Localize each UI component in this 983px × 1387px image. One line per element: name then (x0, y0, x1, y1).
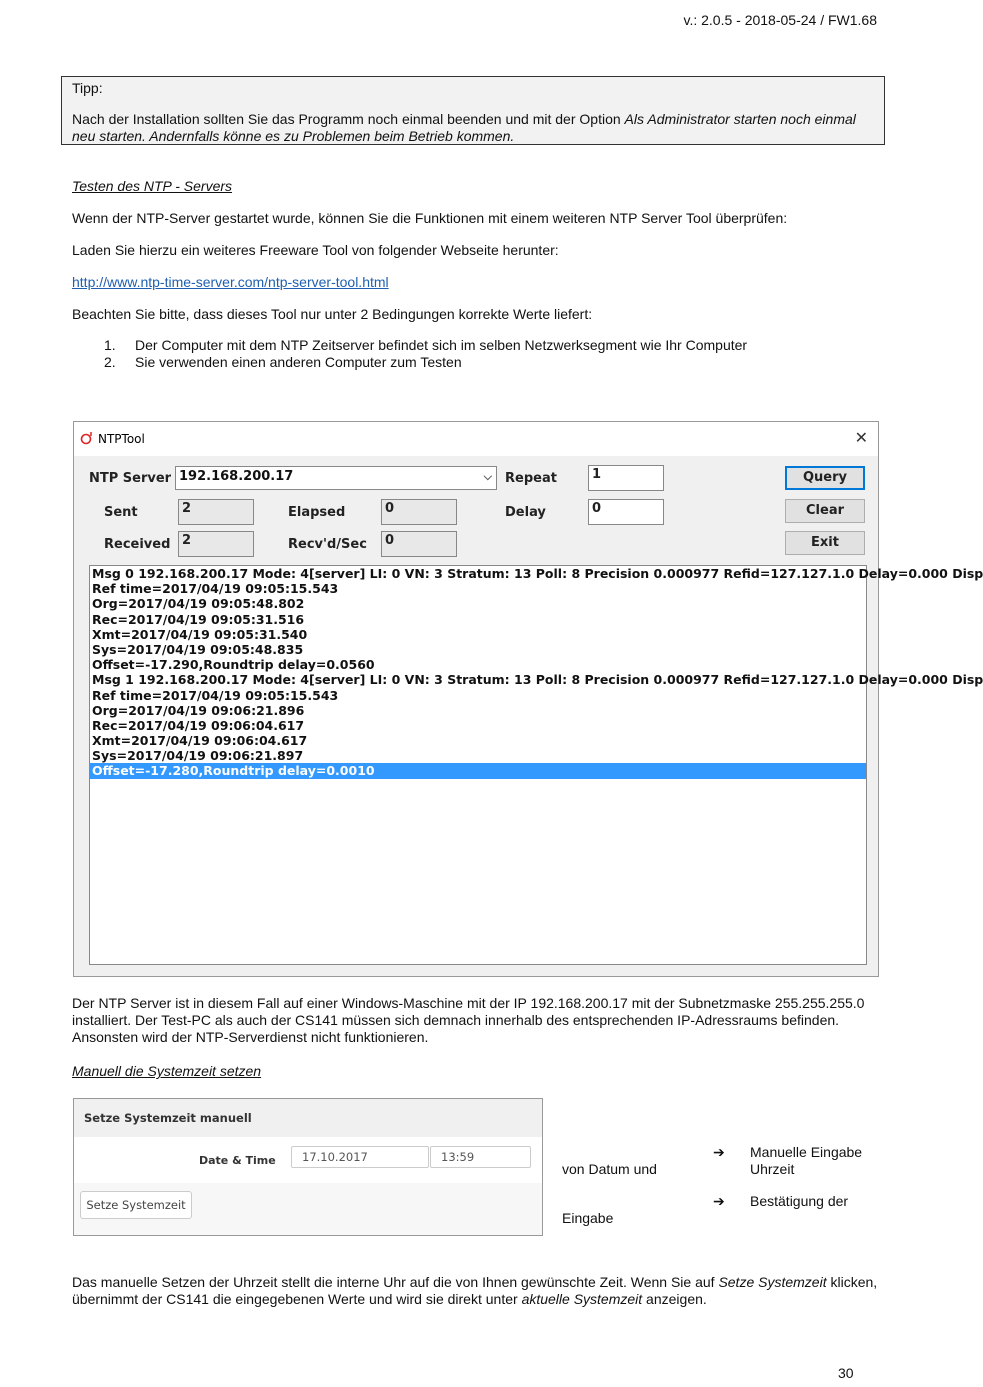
section-heading-manual: Manuell die Systemzeit setzen (72, 1063, 262, 1079)
panel-header (74, 1099, 542, 1137)
paragraph-ntp-intro: Wenn der NTP-Server gestartet wurde, können Sie die Funktionen mit einem weiteren NTP Server Tool überprüfen: (72, 210, 788, 226)
log-line[interactable]: Xmt=2017/04/19 09:06:04.617 (92, 733, 308, 749)
page-number: 30 (838, 1365, 854, 1381)
text-italic: Setze Systemzeit (718, 1274, 827, 1290)
text-span: Das manuelle Setzen der Uhrzeit stellt die interne Uhr auf die von Ihnen gewünschte Zeit. Wenn Sie auf (72, 1274, 719, 1290)
log-line[interactable]: Rec=2017/04/19 09:06:04.617 (92, 717, 305, 733)
log-line[interactable]: Org=2017/04/19 09:05:48.802 (92, 596, 305, 612)
arrow-right-icon: ➔ (713, 1193, 725, 1209)
query-button[interactable]: Query (785, 466, 865, 490)
label-recvd-sec: Recv'd/Sec (288, 537, 367, 552)
list-number: 1. (104, 337, 116, 353)
paragraph-download: Laden Sie hierzu ein weiteres Freeware Tool von folgender Webseite herunter: (72, 242, 559, 258)
ntp-server-select[interactable] (175, 466, 497, 490)
log-line[interactable]: Offset=-17.280,Roundtrip delay=0.0010 (90, 763, 866, 778)
paragraph-manual-info (72, 1274, 882, 1308)
tip-title: Tipp: (72, 80, 103, 96)
list-text: Der Computer mit dem NTP Zeitserver befindet sich im selben Netzwerksegment wie Ihr Computer (135, 337, 748, 353)
side-col-text-1: von Datum und (562, 1161, 657, 1177)
delay-input[interactable]: 0 (588, 499, 664, 525)
list-text: Sie verwenden einen anderen Computer zum Testen (135, 354, 462, 370)
paragraph-conditions: Beachten Sie bitte, dass dieses Tool nur unter 2 Bedingungen korrekte Werte liefert: (72, 306, 593, 322)
side-col-text-2: Eingabe (562, 1210, 614, 1226)
list-item (104, 354, 747, 371)
chevron-down-icon: ⌵ (483, 470, 492, 483)
label-sent: Sent (104, 505, 138, 520)
ntp-server-value: 192.168.200.17 (179, 469, 294, 484)
paragraph-server-info: Der NTP Server ist in diesem Fall auf einer Windows-Maschine mit der IP 192.168.200.17 mit der Subnetzmaske 255.255.255.0 installiert. Der Test-PC als auch der CS141 müssen sich demnach innerhalb des entsprechenden IP-Adressraums befinden. Ansonsten wird der NTP-Serverdienst nicht funktionieren. (72, 995, 865, 1045)
time-input[interactable]: 13:59 (430, 1146, 531, 1168)
date-time-label: Date & Time (199, 1154, 276, 1167)
recvd-sec-field: 0 (381, 531, 457, 557)
elapsed-field: 0 (381, 499, 457, 525)
label-received: Received (104, 537, 171, 552)
version-header: v.: 2.0.5 - 2018-05-24 / FW1.68 (683, 12, 877, 28)
side-item-1: Manuelle Eingabe Uhrzeit (750, 1144, 863, 1177)
ntptool-app-icon (80, 431, 94, 445)
label-delay: Delay (505, 505, 546, 520)
log-line[interactable]: Rec=2017/04/19 09:05:31.516 (92, 611, 305, 627)
log-line[interactable]: Sys=2017/04/19 09:06:21.897 (92, 748, 304, 764)
conditions-list (104, 337, 747, 371)
ntptool-title: NTPTool (98, 432, 145, 446)
date-input[interactable]: 17.10.2017 (291, 1146, 429, 1168)
exit-button[interactable]: Exit (785, 531, 865, 555)
log-line[interactable]: Org=2017/04/19 09:06:21.896 (92, 702, 305, 718)
ntptool-titlebar (74, 422, 878, 456)
set-systime-button[interactable]: Setze Systemzeit (80, 1191, 192, 1219)
list-number: 2. (104, 354, 116, 370)
text-span: klicken, übernimmt der CS141 die eingegebenen Werte und wird sie direkt unter (72, 1274, 878, 1307)
clear-button[interactable]: Clear (785, 499, 865, 523)
set-systime-panel (73, 1098, 543, 1236)
log-line[interactable]: Offset=-17.290,Roundtrip delay=0.0560 (92, 657, 375, 673)
tip-text (72, 111, 872, 145)
text-italic: aktuelle Systemzeit (521, 1291, 643, 1307)
tip-text-italic: Als Administrator starten noch einmal neu starten. Andernfalls könne es zu Problemen beim Betrieb kommen. (72, 111, 856, 144)
received-field: 2 (178, 531, 254, 557)
log-line[interactable]: Xmt=2017/04/19 09:05:31.540 (92, 626, 308, 642)
list-item (104, 337, 747, 354)
ntp-log-list[interactable] (89, 565, 983, 965)
tip-text-plain: Nach der Installation sollten Sie das Programm noch einmal beenden und mit der Option (72, 111, 625, 127)
label-repeat: Repeat (505, 471, 557, 486)
label-elapsed: Elapsed (288, 505, 346, 520)
side-item-2: Bestätigung der (750, 1193, 849, 1209)
log-line[interactable]: Msg 1 192.168.200.17 Mode: 4[server] LI: 0 VN: 3 Stratum: 13 Poll: 8 Precision 0.000977 Refid=127.127.1.0 Delay=0.000 Disp (92, 672, 983, 688)
panel-title: Setze Systemzeit manuell (84, 1111, 252, 1125)
log-line[interactable]: Msg 0 192.168.200.17 Mode: 4[server] LI: 0 VN: 3 Stratum: 13 Poll: 8 Precision 0.000977 Refid=127.127.1.0 Delay=0.000 Disp (92, 566, 983, 581)
arrow-right-icon: ➔ (713, 1144, 725, 1160)
date-time-row (74, 1137, 542, 1183)
label-ntp-server: NTP Server (89, 471, 172, 486)
log-line[interactable]: Ref time=2017/04/19 09:05:15.543 (92, 687, 339, 703)
log-line[interactable]: Ref time=2017/04/19 09:05:15.543 (92, 581, 339, 597)
sent-field: 2 (178, 499, 254, 525)
text-span: anzeigen. (642, 1291, 707, 1307)
download-link[interactable]: http://www.ntp-time-server.com/ntp-server-tool.html (72, 274, 389, 290)
ntptool-window (73, 421, 983, 977)
repeat-input[interactable]: 1 (588, 465, 664, 491)
log-line[interactable]: Sys=2017/04/19 09:05:48.835 (92, 641, 304, 657)
tip-box (61, 76, 885, 145)
close-icon[interactable]: ✕ (854, 428, 868, 447)
section-heading-ntp: Testen des NTP - Servers (72, 178, 233, 194)
